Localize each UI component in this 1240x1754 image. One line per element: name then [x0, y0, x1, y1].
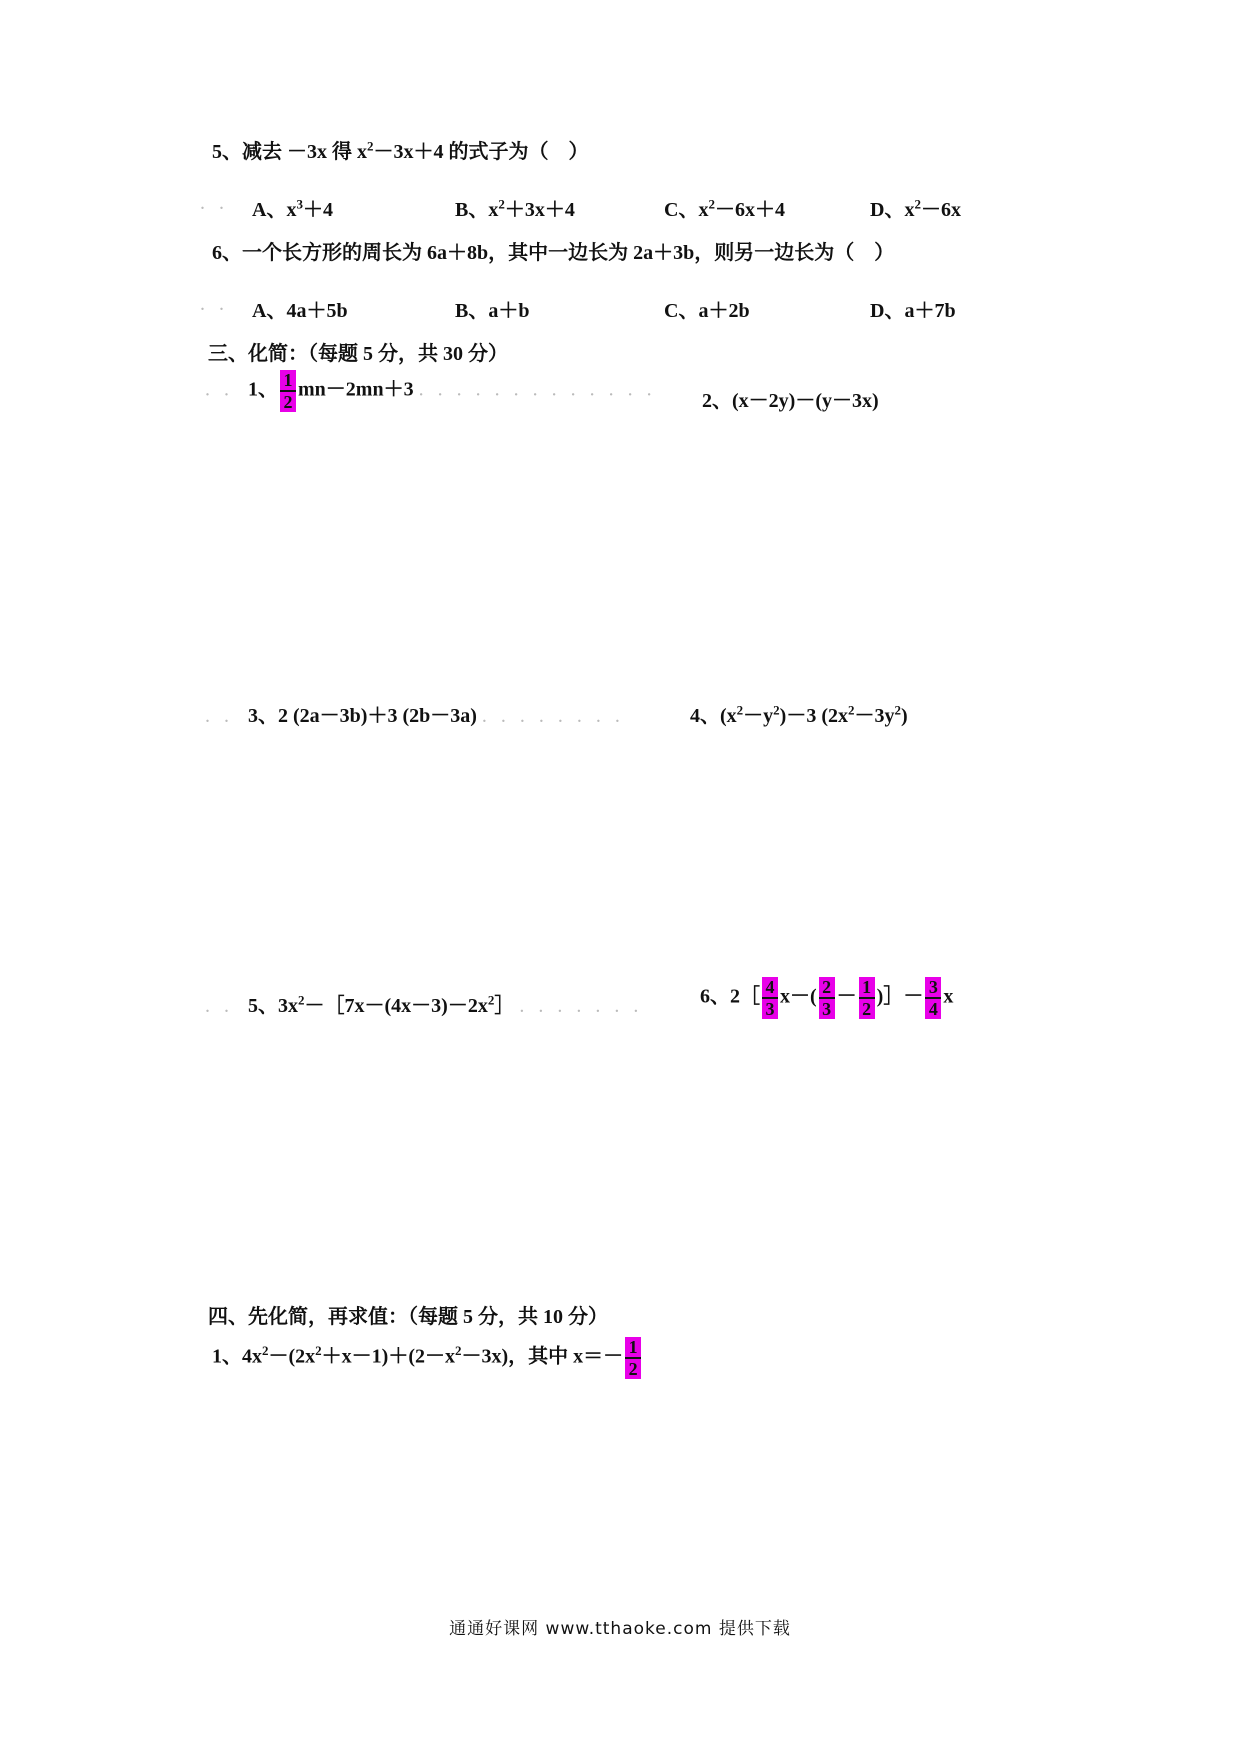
- leader-dots: ..: [205, 378, 243, 401]
- exponent: 2: [708, 196, 715, 212]
- exponent: 2: [298, 992, 305, 1008]
- s3-p6-tail: x: [943, 985, 954, 1008]
- exponent: 2: [455, 1342, 462, 1358]
- exponent: 2: [367, 138, 374, 154]
- q5-option-d-label: D、x: [870, 199, 915, 221]
- s3-problem-1: [205, 370, 666, 412]
- exponent: 2: [736, 702, 744, 718]
- fraction-denominator: 3: [762, 997, 778, 1019]
- fraction-numerator: 4: [765, 977, 775, 997]
- s3-p4-m2: )－3 (2x: [779, 705, 848, 727]
- s3-p6-head: 6、2［: [700, 985, 760, 1008]
- leader-dots: .......: [519, 995, 653, 1017]
- s3-p5-mid: －［7x－(4x－3)－2x: [304, 995, 488, 1017]
- fraction-numerator: 2: [822, 977, 832, 997]
- q5-option-b: [455, 193, 575, 222]
- s4-p1-m1: －(2x: [268, 1345, 316, 1368]
- s3-p4-head: 4、(x: [690, 705, 737, 727]
- page-footer: 通通好课网 www.tthaoke.com 提供下载: [449, 1619, 791, 1639]
- s4-p1-m2: ＋x－1)＋(2－x: [321, 1345, 455, 1368]
- s3-p5-head: 5、3x: [248, 995, 298, 1017]
- q5-stem-text: 5、减去 －3x 得 x: [212, 141, 367, 163]
- q5-options-row: [200, 193, 238, 213]
- leader-dots: .............: [418, 378, 666, 401]
- q5-option-b-tail: ＋3x＋4: [504, 199, 575, 221]
- question-6-stem: 6、一个长方形的周长为 6a＋8b，其中一边长为 2a＋3b，则另一边长为（ ）: [212, 242, 895, 264]
- exponent: 2: [315, 1342, 322, 1358]
- exponent: 2: [773, 702, 780, 718]
- s3-problem-5: [205, 989, 652, 1018]
- fraction-denominator: 4: [925, 997, 941, 1019]
- question-5-stem: [212, 138, 589, 163]
- q6-option-d: D、a＋7b: [870, 300, 956, 322]
- leader-dots: ..: [205, 705, 243, 727]
- q5-option-d: [870, 193, 961, 222]
- exponent: 2: [848, 702, 855, 718]
- s4-p1-head: 1、4x: [212, 1345, 262, 1368]
- q6-option-a: A、4a＋5b: [252, 300, 348, 322]
- q6-option-c: C、a＋2b: [664, 300, 750, 322]
- s3-p6-m1: x－(: [780, 985, 817, 1008]
- fraction-numerator: 1: [862, 977, 872, 997]
- fraction-denominator: 2: [859, 997, 875, 1019]
- fraction-denominator: 2: [280, 390, 296, 412]
- s3-p6-m3: )］－: [876, 985, 924, 1008]
- fraction-numerator: 1: [283, 370, 293, 390]
- s3-problem-6: [700, 977, 953, 1019]
- fraction-denominator: 2: [625, 1357, 641, 1379]
- s3-p1-num: 1、: [248, 378, 278, 401]
- q5-stem-tail: －3x＋4 的式子为（ ）: [373, 141, 589, 163]
- q5-option-c-tail: －6x＋4: [714, 199, 785, 221]
- fraction-four-thirds: [762, 977, 778, 1019]
- s3-p5-end: ］: [494, 995, 515, 1017]
- s3-p6-m2: －: [836, 985, 857, 1008]
- q5-option-c: [664, 193, 785, 222]
- exponent: 2: [487, 992, 495, 1008]
- leader-dots: ..: [200, 192, 238, 214]
- fraction-denominator: 3: [819, 997, 835, 1019]
- s3-p4-tail: ): [901, 705, 908, 727]
- fraction-numerator: 3: [928, 977, 938, 997]
- exponent: 2: [894, 702, 901, 718]
- leader-dots: ..: [205, 995, 243, 1017]
- leader-dots: ........: [481, 705, 634, 727]
- q6-option-b: B、a＋b: [455, 300, 530, 322]
- s3-p4-m1: －y: [743, 705, 774, 727]
- s3-problem-3: [205, 699, 634, 728]
- q5-option-a-tail: ＋4: [302, 199, 333, 221]
- section-4-title: 四、先化简，再求值：（每题 5 分，共 10 分）: [208, 1306, 608, 1328]
- fraction-one-half: [859, 977, 875, 1019]
- q5-option-a: [252, 193, 333, 222]
- s3-problem-2: 2、(x－2y)－(y－3x): [702, 390, 879, 412]
- s3-problem-4: [690, 699, 908, 728]
- s3-p4-m3: －3y: [854, 705, 895, 727]
- s4-problem-1: [212, 1337, 643, 1379]
- leader-dots: ..: [200, 293, 238, 315]
- q6-options-row: [200, 294, 238, 314]
- fraction-three-quarters: [925, 977, 941, 1019]
- exponent: 2: [914, 196, 921, 212]
- s3-p1-expr: mn－2mn＋3: [298, 378, 414, 401]
- fraction-two-thirds: [819, 977, 835, 1019]
- exponent: 2: [498, 196, 505, 212]
- section-3-title: 三、化简：（每题 5 分，共 30 分）: [208, 343, 508, 365]
- q5-option-c-label: C、x: [664, 199, 709, 221]
- q5-option-d-tail: －6x: [920, 199, 961, 221]
- exponent: 2: [262, 1342, 269, 1358]
- q5-option-a-label: A、x: [252, 199, 297, 221]
- exponent: 3: [296, 196, 303, 212]
- fraction-one-half: [625, 1337, 641, 1379]
- s4-p1-m3: －3x)，其中 x＝－: [461, 1345, 624, 1368]
- s3-p3-expr: 3、2 (2a－3b)＋3 (2b－3a): [248, 705, 477, 727]
- fraction-numerator: 1: [628, 1337, 638, 1357]
- fraction-one-half: [280, 370, 296, 412]
- q5-option-b-label: B、x: [455, 199, 499, 221]
